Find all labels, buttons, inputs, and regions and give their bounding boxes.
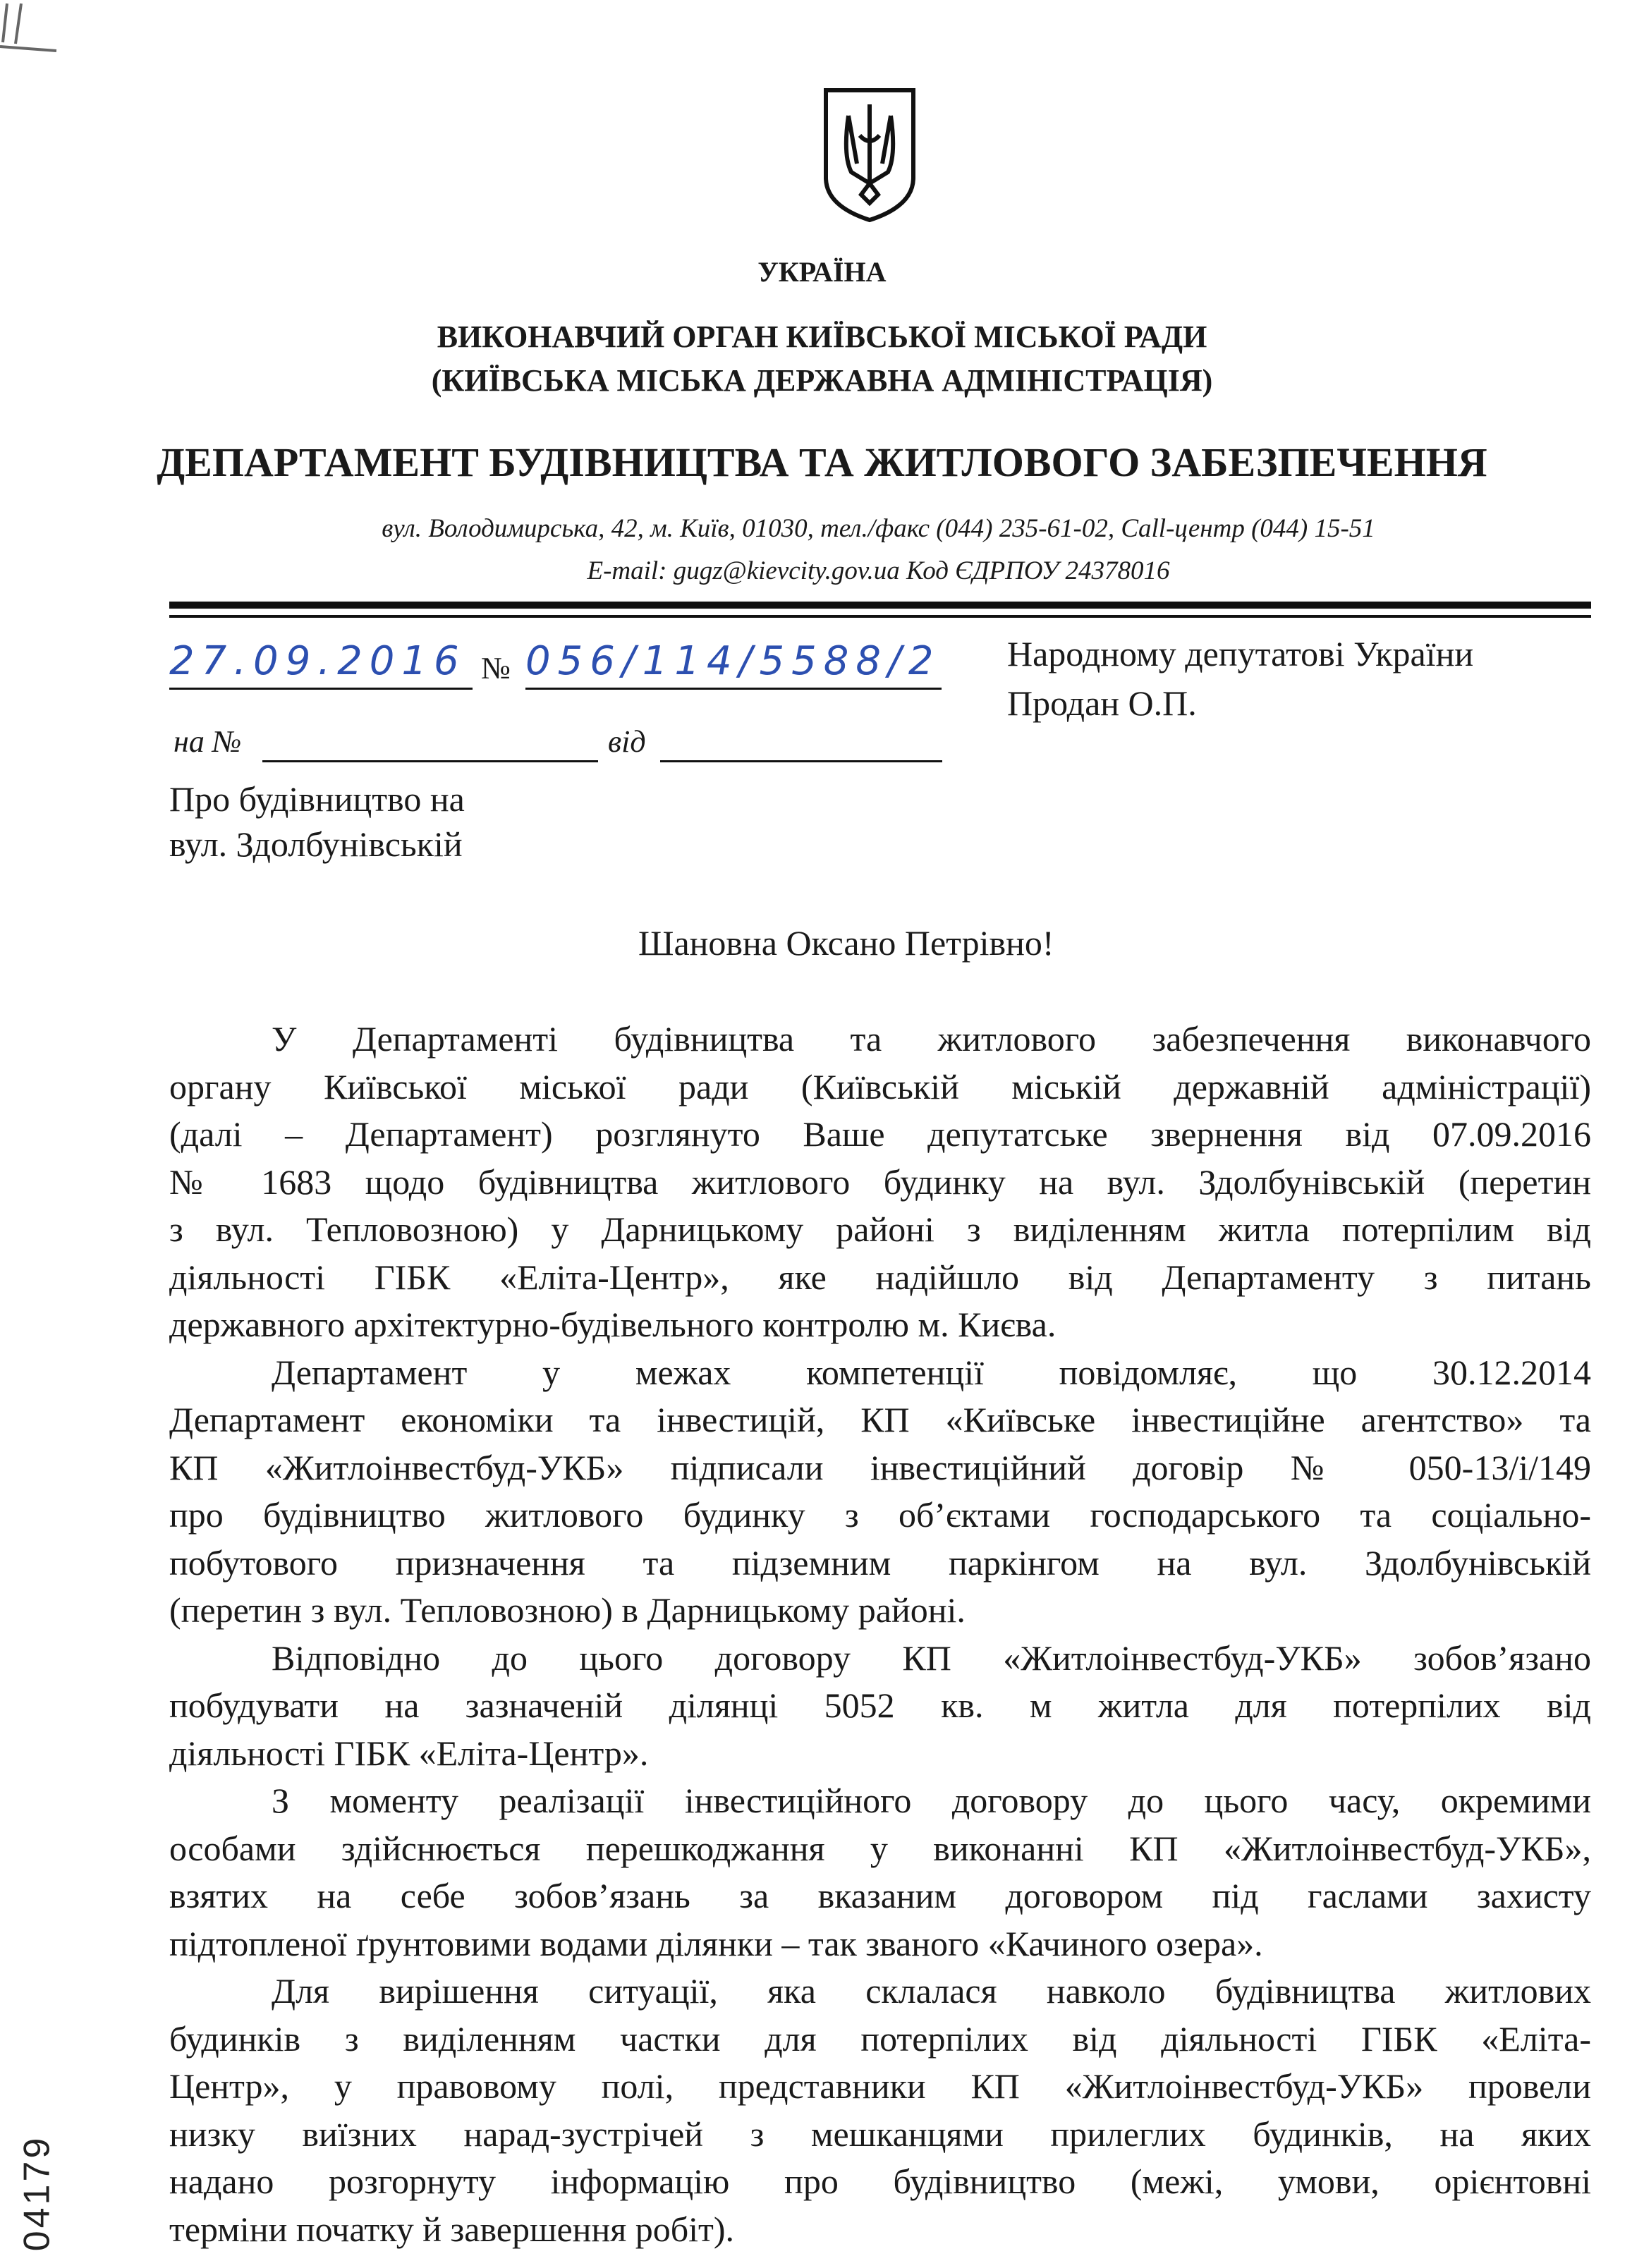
paragraph-line: Відповідно до цього договору КП «Житлоінвестбуд-УКБ» зобов’язано (272, 1638, 1591, 1678)
paragraph-line: № 1683 щодо будівництва житлового будинку на вул. Здолбунівській (перетин (169, 1162, 1591, 1202)
paragraph-line: низку виїзних нарад-зустрічей з мешканцями прилеглих будинків, на яких (169, 2114, 1591, 2154)
paragraph-line: З моменту реалізації інвестиційного договору до цього часу, окремими (272, 1781, 1591, 1820)
paragraph-line: державного архітектурно-будівельного контролю м. Києва. (169, 1305, 1057, 1344)
salutation: Шановна Оксано Петрівно! (638, 923, 1054, 963)
recipient-line1: Народному депутатові України (1007, 634, 1474, 673)
paragraph-line: (далі – Департамент) розглянуто Ваше депутатське звернення від 07.09.2016 (169, 1114, 1591, 1154)
margin-registration-number: 04179 (16, 2135, 58, 2252)
paragraph-line: побутового призначення та підземним паркінгом на вул. Здолбунівській (169, 1542, 1591, 1583)
paragraph-line: Департамент економіки та інвестицій, КП «Київське інвестиційне агентство» та (169, 1400, 1591, 1439)
reply-number-label: на № (173, 724, 242, 759)
org-name-line2: (КИЇВСЬКА МІСЬКА ДЕРЖАВНА АДМІНІСТРАЦІЯ) (431, 363, 1213, 398)
handwritten-date: 27.09.2016 (169, 638, 473, 690)
paragraph-line: Центр», у правовому полі, представники КП «Житлоінвестбуд-УКБ» провели (169, 2066, 1591, 2106)
number-label: № (481, 651, 511, 685)
paragraph-line: Департамент у межах компетенції повідомляє, що 30.12.2014 (272, 1352, 1591, 1392)
paragraph-line: взятих на себе зобов’язань за вказаним договором під гаслами захисту (169, 1876, 1591, 1915)
reply-from-label: від (608, 724, 646, 759)
pen-mark-icon (0, 0, 63, 63)
paragraph-line: Для вирішення ситуації, яка склалася навколо будівництва житлових (272, 1971, 1591, 2011)
reply-from-field (660, 760, 942, 762)
header-rule-thin (169, 615, 1591, 618)
letter-body (169, 1016, 1591, 2253)
reply-number-field (262, 760, 598, 762)
paragraph-line: діяльності ГІБК «Еліта-Центр». (169, 1733, 649, 1773)
org-name-line1: ВИКОНАВЧИЙ ОРГАН КИЇВСЬКОЇ МІСЬКОЇ РАДИ (437, 319, 1207, 354)
subject-line1: Про будівництво на (169, 779, 465, 819)
paragraph-line: КП «Житлоінвестбуд-УКБ» підписали інвестиційний договір № 050-13/і/149 (169, 1447, 1591, 1487)
paragraph-line: про будівництво житлового будинку з об’єктами господарського та соціально- (169, 1495, 1591, 1535)
paragraph-line: підтопленої ґрунтовими водами ділянки – так званого «Качиного озера». (169, 1923, 1263, 1963)
subject-line2: вул. Здолбунівській (169, 824, 463, 864)
paragraph-line: надано розгорнуту інформацію про будівництво (межі, умови, орієнтовні (169, 2162, 1591, 2201)
paragraph-line: з вул. Тепловозною) у Дарницькому районі з виділенням житла потерпілим від (169, 1209, 1591, 1249)
trident-coat-of-arms-icon (820, 85, 919, 226)
handwritten-number: 056/114/5588/2 (525, 638, 942, 690)
recipient-line2: Продан О.П. (1007, 683, 1197, 723)
paragraph-line: діяльності ГІБК «Еліта-Центр», яке надійшло від Департаменту з питань (169, 1257, 1591, 1297)
paragraph-line: будинків з виділенням частки для потерпілих від діяльності ГІБК «Еліта- (169, 2018, 1591, 2059)
email-line: E-mail: gugz@kievcity.gov.ua Код ЄДРПОУ 24378016 (587, 556, 1170, 585)
paragraph-line: У Департаменті будівництва та житлового забезпечення виконавчого (272, 1019, 1591, 1059)
paragraph-line: органу Київської міської ради (Київській міській державній адміністрації) (169, 1066, 1591, 1106)
department-name: ДЕПАРТАМЕНТ БУДІВНИЦТВА ТА ЖИТЛОВОГО ЗАБЕЗПЕЧЕННЯ (157, 439, 1487, 485)
paragraph-line: (перетин з вул. Тепловозною) в Дарницькому районі. (169, 1590, 966, 1630)
country-name: УКРАЇНА (757, 256, 887, 288)
paragraph-line: терміни початку й завершення робіт). (169, 2209, 735, 2249)
paragraph-line: особами здійснюється перешкоджання у виконанні КП «Житлоінвестбуд-УКБ», (169, 1828, 1591, 1868)
address: вул. Володимирська, 42, м. Київ, 01030, тел./факс (044) 235-61-02, Call-центр (044) 15-51 (382, 514, 1375, 543)
paragraph-line: побудувати на зазначеній ділянці 5052 кв. м житла для потерпілих від (169, 1685, 1591, 1725)
header-rule-thick (169, 602, 1591, 609)
